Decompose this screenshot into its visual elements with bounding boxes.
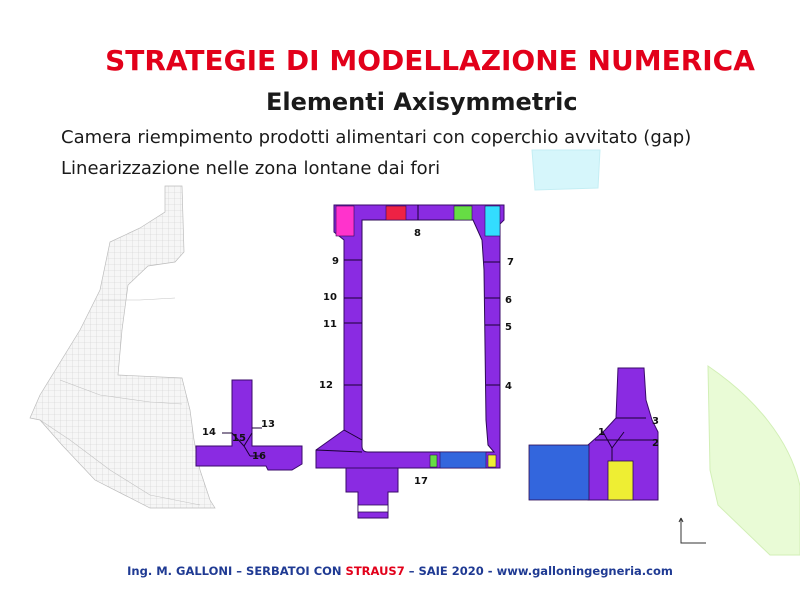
- label-11: 11: [323, 319, 337, 330]
- left-detail-diagram: [196, 380, 302, 470]
- footer-prefix: Ing. M. GALLONI – SERBATOI CON: [127, 564, 346, 578]
- green-small-block: [430, 455, 437, 467]
- slide-subtitle: Elementi Axisymmetric: [266, 88, 578, 116]
- body-line-2: Linearizzazione nelle zona lontane dai fori: [61, 158, 441, 179]
- label-5: 5: [505, 322, 512, 333]
- label-6: 6: [505, 295, 512, 306]
- footer-highlight: STRAUS7: [345, 564, 405, 578]
- label-9: 9: [332, 256, 339, 267]
- label-16: 16: [252, 451, 266, 462]
- slide-footer: [0, 564, 800, 578]
- right-detail-diagram: [529, 368, 658, 500]
- cyan-block: [485, 206, 500, 236]
- label-17: 17: [414, 476, 428, 487]
- axis-indicator-icon: [679, 518, 706, 543]
- green-block: [454, 206, 472, 220]
- label-1: 1: [598, 427, 605, 438]
- label-3: 3: [652, 416, 659, 427]
- label-2: 2: [652, 438, 659, 449]
- red-block: [386, 206, 406, 220]
- background-mesh-left: [30, 186, 215, 508]
- label-14: 14: [202, 427, 216, 438]
- label-12: 12: [319, 380, 333, 391]
- tank-cavity: [362, 220, 494, 452]
- right-yellow-block: [608, 461, 633, 500]
- label-8: 8: [414, 228, 421, 239]
- background-green-shape: [708, 366, 800, 555]
- blue-strip-block: [440, 452, 486, 468]
- footer-suffix: – SAIE 2020 - www.galloningegneria.com: [404, 564, 673, 578]
- label-10: 10: [323, 292, 337, 303]
- label-4: 4: [505, 381, 512, 392]
- yellow-small-block: [488, 455, 496, 467]
- right-blue-block: [529, 445, 589, 500]
- background-cyan-shape: [532, 150, 600, 190]
- label-15: 15: [232, 433, 246, 444]
- label-7: 7: [507, 257, 514, 268]
- magenta-block: [336, 206, 354, 236]
- slide-title: STRATEGIE DI MODELLAZIONE NUMERICA: [105, 44, 755, 77]
- label-13: 13: [261, 419, 275, 430]
- body-line-1: Camera riempimento prodotti alimentari con coperchio avvitato (gap): [61, 127, 692, 148]
- tank-section-diagram: [316, 205, 504, 518]
